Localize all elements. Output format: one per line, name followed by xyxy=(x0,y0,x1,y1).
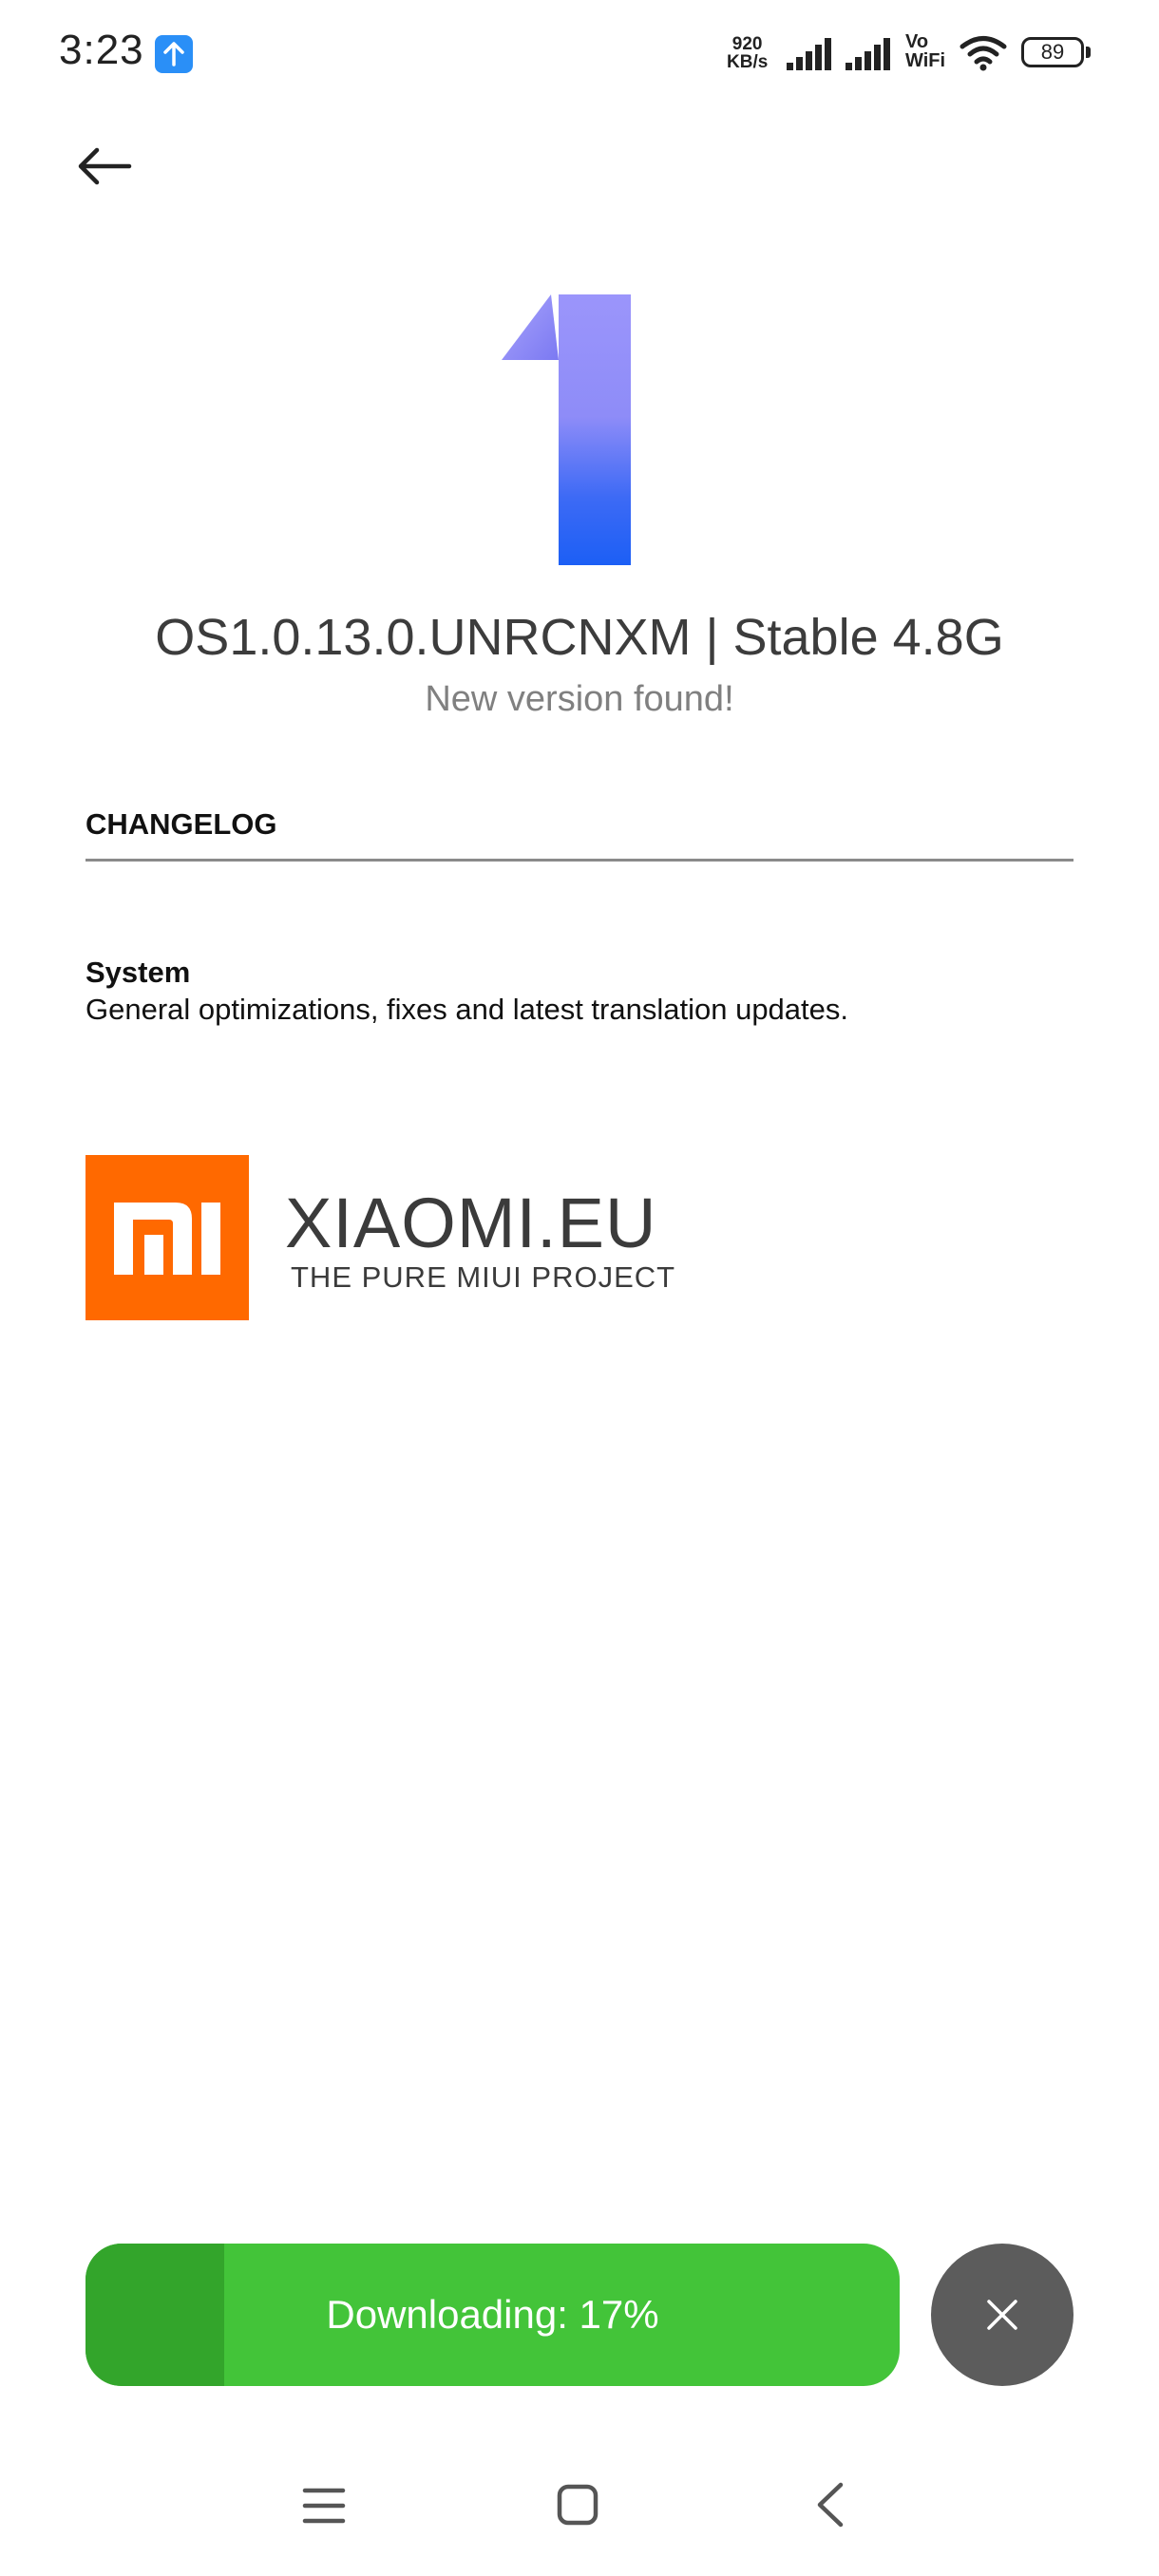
arrow-left-icon xyxy=(76,145,133,187)
signal-icon xyxy=(787,38,840,70)
hyperos-one-logo xyxy=(494,294,646,570)
menu-icon[interactable] xyxy=(302,2485,346,2527)
clock: 3:23 xyxy=(59,27,144,73)
vowifi-indicator xyxy=(905,32,945,70)
vowifi-bottom-text: WiFi xyxy=(905,50,946,71)
upload-notification-icon xyxy=(155,35,193,73)
changelog-section-title: System xyxy=(86,956,191,989)
mi-logo xyxy=(86,1155,249,1320)
vowifi-top-text: Vo xyxy=(905,31,929,52)
battery-tip xyxy=(1086,47,1091,58)
wifi-icon xyxy=(960,34,1007,72)
back-icon[interactable] xyxy=(812,2481,846,2529)
network-speed xyxy=(727,35,768,71)
version-title: OS1.0.13.0.UNRCNXM | Stable 4.8G xyxy=(155,609,1004,666)
brand-name: XIAOMI.EU xyxy=(285,1184,657,1262)
network-speed-unit: KB/s xyxy=(727,52,769,72)
status-bar xyxy=(0,0,1159,104)
network-speed-value: 920 xyxy=(732,34,763,54)
cancel-download-button[interactable] xyxy=(931,2244,1074,2386)
download-status-label: Downloading: 17% xyxy=(326,2292,659,2337)
close-icon xyxy=(983,2296,1021,2334)
changelog-section-body: General optimizations, fixes and latest translation updates. xyxy=(86,993,849,1026)
battery-icon xyxy=(1021,37,1095,71)
divider xyxy=(86,859,1074,862)
signal-icon xyxy=(846,38,899,70)
changelog-heading: CHANGELOG xyxy=(86,807,277,841)
battery-level: 89 xyxy=(1021,37,1084,67)
update-status: New version found! xyxy=(425,679,734,719)
download-progress-bar[interactable] xyxy=(86,2244,900,2386)
back-button[interactable] xyxy=(76,138,142,195)
brand-tagline: THE PURE MIUI PROJECT xyxy=(291,1260,676,1294)
home-icon[interactable] xyxy=(556,2483,599,2527)
